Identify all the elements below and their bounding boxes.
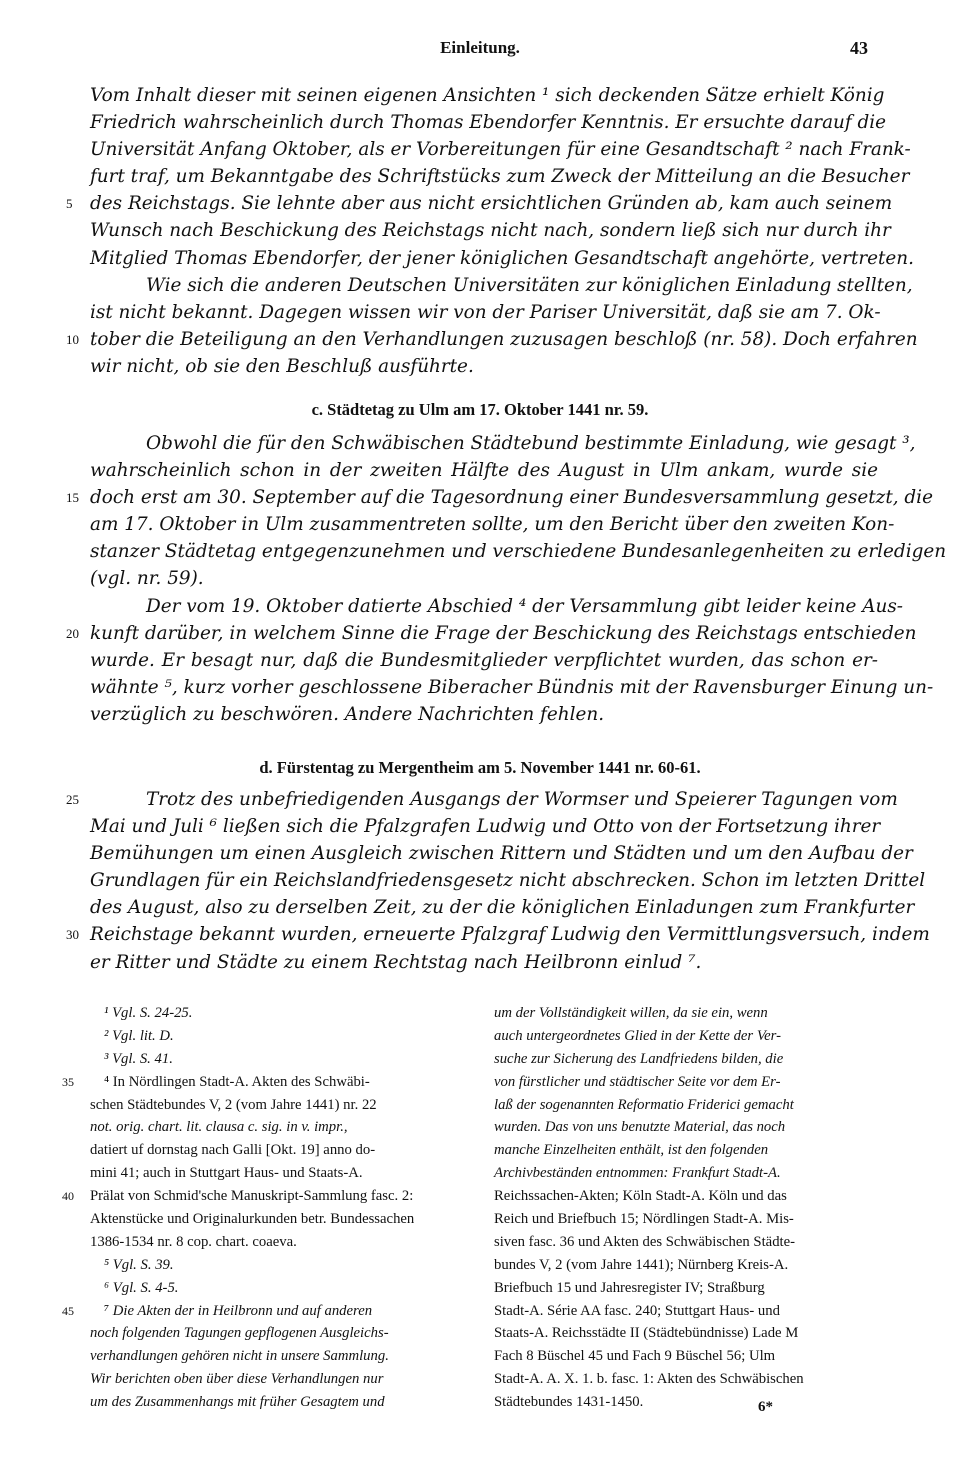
footnote-line-content: Reich und Briefbuch 15; Nördlingen Stadt-A. Mis- bbox=[494, 1211, 794, 1228]
footnote-line-content: 1386-1534 nr. 8 cop. chart. coaeva. bbox=[90, 1233, 297, 1250]
footnotes-right-column bbox=[494, 1002, 880, 1414]
text-line bbox=[66, 786, 898, 813]
footnote-line-content: Staats-A. Reichsstädte II (Städtebündnisse) Lade M bbox=[494, 1325, 799, 1342]
text-line bbox=[90, 565, 878, 592]
line-number: 40 bbox=[62, 1189, 74, 1204]
footnote-line-content: ⁵ Vgl. S. 39. bbox=[104, 1256, 174, 1273]
footnote-line bbox=[90, 1162, 468, 1185]
footnote-line bbox=[90, 1345, 468, 1368]
text-line-content: ist nicht bekannt. Dagegen wissen wir von der Pariser Universität, daß sie am 7. Ok- bbox=[90, 301, 881, 323]
text-line-content: Universität Anfang Oktober, als er Vorbereitungen für eine Gesandtschaft ² nach Frank- bbox=[90, 139, 911, 161]
text-line-content: des Reichstags. Sie lehnte aber aus nicht ersichtlichen Gründen ab, kam auch seinem bbox=[90, 193, 893, 215]
text-line-content: Der vom 19. Oktober datierte Abschied ⁴ der Versammlung gibt leider keine Aus- bbox=[146, 595, 904, 617]
text-line bbox=[90, 949, 878, 976]
footnote-line bbox=[90, 1277, 468, 1300]
footnote-line bbox=[62, 1300, 468, 1323]
section-heading-c: c. Städtetag zu Ulm am 17. Oktober 1441 nr. 59. bbox=[311, 400, 649, 419]
text-line bbox=[66, 921, 930, 948]
footnote-line-content: ⁶ Vgl. S. 4-5. bbox=[104, 1279, 179, 1296]
footnote-line bbox=[494, 1208, 880, 1231]
text-line-content: Grundlagen für ein Reichslandfriedensgesetz nicht abschrecken. Schon im letzten Drittel bbox=[90, 870, 926, 892]
footnote-line bbox=[90, 1208, 468, 1231]
text-line bbox=[90, 82, 885, 109]
footnote-line bbox=[494, 1139, 880, 1162]
text-line-content: Wunsch nach Beschickung des Reichstags nicht nach, sondern ließ sich nur durch ihr bbox=[90, 220, 891, 242]
footnote-line-content: bundes V, 2 (vom Jahre 1441); Nürnberg Kreis-A. bbox=[494, 1256, 789, 1273]
text-line bbox=[90, 163, 910, 190]
line-number: 35 bbox=[62, 1074, 74, 1089]
line-number: 30 bbox=[66, 927, 79, 943]
footnotes-left-column bbox=[62, 1002, 468, 1414]
footnote-line bbox=[90, 1116, 468, 1139]
footnote-line bbox=[90, 1048, 468, 1071]
footnote-line-content: Archivbeständen entnommen: Frankfurt Stadt-A. bbox=[494, 1165, 781, 1182]
footnote-line bbox=[494, 1071, 880, 1094]
text-line bbox=[66, 326, 918, 353]
text-line-content: wir nicht, ob sie den Beschluß ausführte. bbox=[90, 355, 474, 377]
footnote-line bbox=[494, 1002, 880, 1025]
footnote-line-content: datiert uf dornstag nach Galli [Okt. 19] anno do- bbox=[90, 1142, 376, 1159]
text-line-content: verzüglich zu beschwören. Andere Nachrichten fehlen. bbox=[90, 703, 605, 725]
signature-mark: 6* bbox=[758, 1399, 773, 1415]
footnote-line-content: mini 41; auch in Stuttgart Haus- und Staats-A. bbox=[90, 1165, 363, 1182]
paragraph-universities bbox=[66, 82, 918, 380]
footnote-line bbox=[90, 1002, 468, 1025]
text-line bbox=[90, 813, 881, 840]
footnote-line-content: Briefbuch 15 und Jahresregister IV; Straßburg bbox=[494, 1279, 765, 1296]
text-line-content: Mai und Juli ⁶ ließen sich die Pfalzgrafen Ludwig und Otto von der Fortsetzung ihrer bbox=[90, 816, 881, 838]
footnote-line bbox=[494, 1300, 880, 1323]
footnote-line bbox=[494, 1231, 880, 1254]
line-number: 25 bbox=[66, 792, 79, 807]
text-line bbox=[90, 867, 926, 894]
text-line-content: Obwohl die für den Schwäbischen Städtebund bestimmte Einladung, wie gesagt ³, bbox=[146, 433, 916, 454]
text-line-content: wahrscheinlich schon in der zweiten Hälfte des August in Ulm ankam, wurde sie bbox=[90, 460, 878, 482]
footnote-line bbox=[494, 1162, 880, 1185]
footnote-line bbox=[494, 1025, 880, 1048]
footnote-line-content: verhandlungen gehören nicht in unsere Sammlung. bbox=[90, 1348, 389, 1365]
text-line-content: furt traf, um Bekanntgabe des Schriftstücks zum Zweck der Mitteilung an die Besucher bbox=[90, 166, 910, 188]
text-line-content: Trotz des unbefriedigenden Ausgangs der Wormser und Speierer Tagungen vom bbox=[146, 789, 898, 810]
footnote-line bbox=[494, 1116, 880, 1139]
text-line-content: Mitglied Thomas Ebendorfer, der jener königlichen Gesandtschaft angehörte, vertreten. bbox=[90, 247, 914, 269]
text-line bbox=[90, 674, 934, 701]
footnote-line-content: Reichssachen-Akten; Köln Stadt-A. Köln und das bbox=[494, 1188, 787, 1205]
footnote-line bbox=[90, 1025, 468, 1048]
text-line-content: Vom Inhalt dieser mit seinen eigenen Ansichten ¹ sich deckenden Sätze erhielt König bbox=[90, 85, 885, 106]
text-line bbox=[90, 511, 895, 538]
text-line bbox=[66, 190, 893, 217]
footnote-line-content: Städtebundes 1431-1450. bbox=[494, 1394, 644, 1411]
footnote-line bbox=[90, 1231, 468, 1254]
line-number: 15 bbox=[66, 490, 79, 506]
text-line-content: des August, also zu derselben Zeit, zu der die königlichen Einladungen zum Frankfurter bbox=[90, 897, 915, 919]
text-line bbox=[90, 136, 911, 163]
footnote-line bbox=[494, 1048, 880, 1071]
footnote-line-content: von fürstlicher und städtischer Seite vor dem Er- bbox=[494, 1073, 781, 1090]
text-line-content: Bemühungen um einen Ausgleich zwischen Rittern und Städten und um den Aufbau der bbox=[90, 843, 913, 865]
footnote-line-content: Stadt-A. A. X. 1. b. fasc. 1: Akten des Schwäbischen bbox=[494, 1371, 804, 1388]
footnote-line bbox=[494, 1345, 880, 1368]
text-line-content: Wie sich die anderen Deutschen Universitäten zur königlichen Einladung stellten, bbox=[146, 274, 913, 296]
footnote-line bbox=[62, 1071, 468, 1094]
footnote-line-content: ¹ Vgl. S. 24-25. bbox=[104, 1005, 193, 1021]
text-line bbox=[66, 484, 933, 511]
footnote-line-content: siven fasc. 36 und Akten des Schwäbischen Städte- bbox=[494, 1233, 796, 1250]
footnote-line-content: um der Vollständigkeit willen, da sie ein, wenn bbox=[494, 1005, 768, 1021]
footnote-line-content: um des Zusammenhangs mit früher Gesagtem und bbox=[90, 1394, 385, 1411]
text-line-content: am 17. Oktober in Ulm zusammentreten sollte, um den Bericht über den zweiten Kon- bbox=[90, 514, 895, 536]
footnote-line-content: ⁴ In Nördlingen Stadt-A. Akten des Schwäbi- bbox=[104, 1073, 370, 1090]
footnote-line-content: Wir berichten oben über diese Verhandlungen nur bbox=[90, 1371, 384, 1388]
text-line bbox=[90, 272, 913, 299]
text-line bbox=[90, 647, 878, 674]
text-line bbox=[90, 217, 891, 244]
footnote-line bbox=[90, 1368, 468, 1391]
line-number: 45 bbox=[62, 1303, 74, 1318]
text-line bbox=[90, 245, 914, 272]
page-number: 43 bbox=[850, 38, 868, 58]
text-line bbox=[90, 353, 878, 380]
line-number: 5 bbox=[66, 196, 73, 212]
line-number: 10 bbox=[66, 331, 79, 347]
footnote-line-content: Fach 8 Büschel 45 und Fach 9 Büschel 56; Ulm bbox=[494, 1348, 776, 1365]
footnote-line bbox=[494, 1277, 880, 1300]
footnote-line bbox=[90, 1391, 468, 1414]
footnote-line bbox=[494, 1254, 880, 1277]
text-line bbox=[90, 538, 947, 565]
text-line-content: wurde. Er besagt nur, daß die Bundesmitglieder verpflichtet wurden, das schon er- bbox=[90, 649, 878, 671]
text-line-content: doch erst am 30. September auf die Tagesordnung einer Bundesversammlung gesetzt, die bbox=[90, 487, 933, 509]
text-line-content: Reichstage bekannt wurden, erneuerte Pfalzgraf Ludwig den Vermittlungsversuch, indem bbox=[90, 924, 930, 946]
text-line-content: (vgl. nr. 59). bbox=[90, 568, 204, 590]
text-line-content: stanzer Städtetag entgegenzunehmen und verschiedene Bundesanlegenheiten zu erledigen bbox=[90, 541, 947, 563]
footnote-line-content: manche Einzelheiten enthält, ist den folgenden bbox=[494, 1142, 769, 1159]
footnote-line-content: Aktenstücke und Originalurkunden betr. Bundessachen bbox=[90, 1211, 415, 1228]
footnote-line-content: schen Städtebundes V, 2 (vom Jahre 1441) nr. 22 bbox=[90, 1096, 377, 1113]
text-line bbox=[90, 894, 915, 921]
text-line-content: wähnte ⁵, kurz vorher geschlossene Biberacher Bündnis mit der Ravensburger Einung un- bbox=[90, 676, 934, 698]
footnote-line bbox=[90, 1139, 468, 1162]
footnote-line-content: not. orig. chart. lit. clausa c. sig. in v. impr., bbox=[90, 1119, 348, 1136]
text-line-content: kunft darüber, in welchem Sinne die Frage der Beschickung des Reichstags entschieden bbox=[90, 622, 917, 644]
paragraph-ulm bbox=[66, 430, 947, 728]
running-header: Einleitung. bbox=[440, 38, 520, 57]
text-line bbox=[90, 593, 904, 620]
text-line bbox=[66, 620, 917, 647]
footnote-line-content: noch folgenden Tagungen gepflogenen Ausgleichs- bbox=[90, 1325, 389, 1342]
footnote-line bbox=[90, 1254, 468, 1277]
footnote-line bbox=[494, 1185, 880, 1208]
footnote-line bbox=[494, 1368, 880, 1391]
footnote-line-content: laß der sogenannten Reformatio Friderici gemacht bbox=[494, 1096, 794, 1113]
paragraph-mergentheim bbox=[66, 786, 930, 976]
text-line bbox=[90, 109, 887, 136]
footnote-line bbox=[90, 1094, 468, 1117]
text-line-content: Friedrich wahrscheinlich durch Thomas Ebendorfer Kenntnis. Er ersuchte darauf die bbox=[90, 112, 887, 134]
text-line bbox=[90, 299, 881, 326]
footnote-line bbox=[90, 1322, 468, 1345]
text-line bbox=[90, 457, 878, 484]
text-line bbox=[90, 840, 913, 867]
text-line bbox=[90, 430, 916, 457]
footnote-line-content: wurden. Das von uns benutzte Material, das noch bbox=[494, 1119, 786, 1136]
footnote-line-content: Stadt-A. Série AA fasc. 240; Stuttgart Haus- und bbox=[494, 1302, 780, 1319]
footnote-line-content: ² Vgl. lit. D. bbox=[104, 1027, 174, 1044]
footnote-line bbox=[494, 1094, 880, 1117]
text-line-content: er Ritter und Städte zu einem Rechtstag nach Heilbronn einlud ⁷. bbox=[90, 951, 702, 973]
section-heading-d: d. Fürstentag zu Mergentheim am 5. November 1441 nr. 60-61. bbox=[259, 758, 701, 777]
line-number: 20 bbox=[66, 625, 79, 641]
text-line-content: tober die Beteiligung an den Verhandlungen zuzusagen beschloß (nr. 58). Doch erfahren bbox=[90, 328, 918, 350]
footnote-line-content: ⁷ Die Akten der in Heilbronn und auf anderen bbox=[104, 1302, 373, 1319]
footnote-line bbox=[494, 1322, 880, 1345]
footnote-line-content: Prälat von Schmid'sche Manuskript-Sammlung fasc. 2: bbox=[90, 1188, 414, 1205]
footnote-line bbox=[494, 1391, 880, 1414]
footnote-line bbox=[62, 1185, 468, 1208]
text-line bbox=[90, 701, 878, 728]
footnote-line-content: suche zur Sicherung des Landfriedens bilden, die bbox=[494, 1050, 784, 1067]
footnote-line-content: ³ Vgl. S. 41. bbox=[104, 1050, 173, 1067]
footnote-line-content: auch untergeordnetes Glied in der Kette der Ver- bbox=[494, 1027, 781, 1044]
